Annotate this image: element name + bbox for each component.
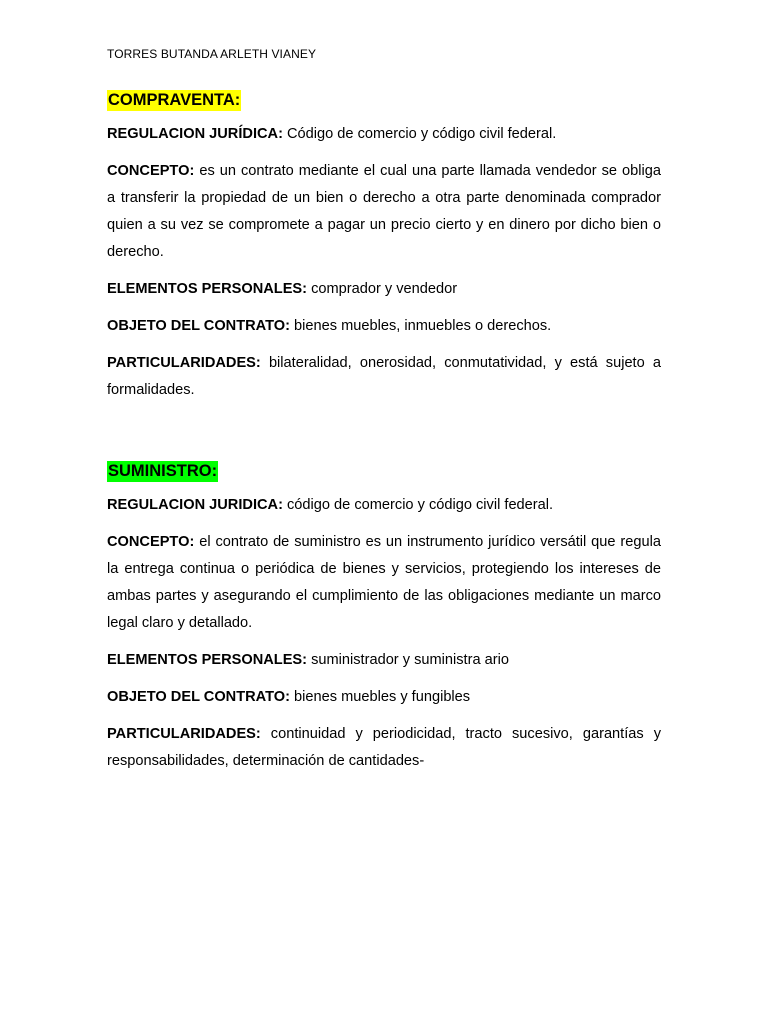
paragraph-text: suministrador y suministra ario xyxy=(311,652,509,668)
paragraph-label: OBJETO DEL CONTRATO: xyxy=(107,689,290,705)
paragraph-elementos-personales xyxy=(107,647,661,674)
section-title-compraventa: COMPRAVENTA: xyxy=(108,91,241,109)
author-name: TORRES BUTANDA ARLETH VIANEY xyxy=(107,47,317,61)
paragraph-concepto xyxy=(107,529,661,637)
paragraph-objeto xyxy=(107,313,661,340)
paragraph-text: código de comercio y código civil federal. xyxy=(287,497,554,513)
section-suministro xyxy=(107,461,661,785)
paragraph-text: bienes muebles y fungibles xyxy=(294,689,471,705)
paragraph-label: PARTICULARIDADES: xyxy=(107,355,261,371)
paragraph-elementos-personales xyxy=(107,276,661,303)
paragraph-text: comprador y vendedor xyxy=(311,281,458,297)
paragraph-regulacion xyxy=(107,121,661,148)
paragraph-label: OBJETO DEL CONTRATO: xyxy=(107,318,290,334)
paragraph-particularidades xyxy=(107,350,661,404)
paragraph-label: REGULACION JURÍDICA: xyxy=(107,126,283,142)
paragraph-label: CONCEPTO: xyxy=(107,163,195,179)
paragraph-label: ELEMENTOS PERSONALES: xyxy=(107,652,308,668)
paragraph-concepto xyxy=(107,158,661,266)
paragraph-particularidades xyxy=(107,721,661,775)
paragraph-label: ELEMENTOS PERSONALES: xyxy=(107,281,308,297)
paragraph-text: el contrato de suministro es un instrumento jurídico versátil que regula la entrega continua o periódica de bienes y servicios, protegiendo los intereses de ambas partes y asegurando el cumplimiento de las obligaciones mediante un marco legal claro y detallado. xyxy=(107,534,661,631)
paragraph-text: continuidad y periodicidad, tracto sucesivo, garantías y responsabilidades, determinación de cantidades- xyxy=(107,726,661,769)
section-title-suministro: SUMINISTRO: xyxy=(108,462,218,480)
paragraph-text: Código de comercio y código civil federal. xyxy=(287,126,557,142)
paragraph-text: bienes muebles, inmuebles o derechos. xyxy=(294,318,552,334)
paragraph-label: PARTICULARIDADES: xyxy=(107,726,261,742)
paragraph-objeto xyxy=(107,684,661,711)
paragraph-regulacion xyxy=(107,492,661,519)
paragraph-text: es un contrato mediante el cual una parte llamada vendedor se obliga a transferir la propiedad de un bien o derecho a otra parte denominada comprador quien a su vez se compromete a pagar un precio cierto y en dinero por dicho bien o derecho. xyxy=(107,163,661,260)
section-compraventa xyxy=(107,90,661,414)
paragraph-text: bilateralidad, onerosidad, conmutatividad, y está sujeto a formalidades. xyxy=(107,355,661,398)
paragraph-label: CONCEPTO: xyxy=(107,534,195,550)
paragraph-label: REGULACION JURIDICA: xyxy=(107,497,283,513)
